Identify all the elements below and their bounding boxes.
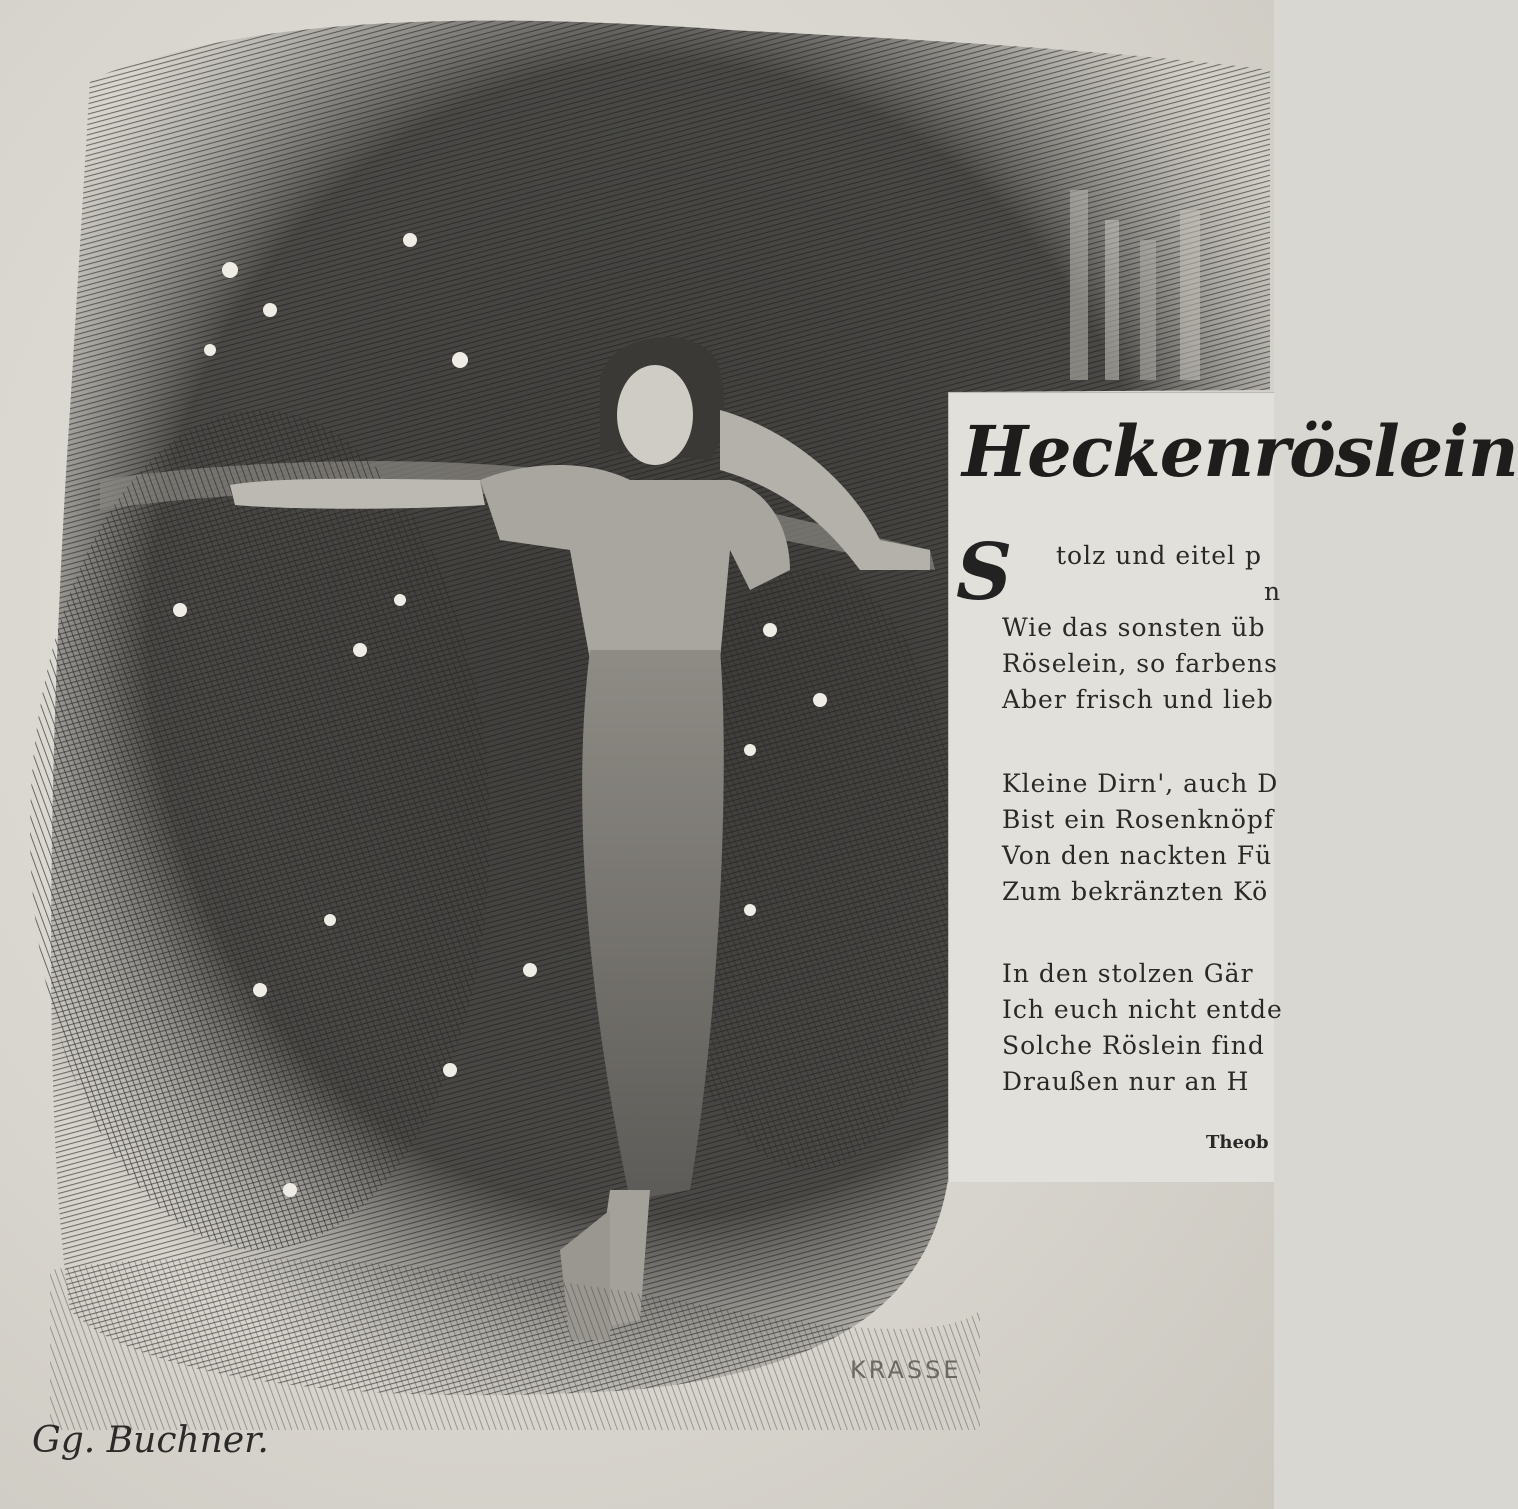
poem-line: n — [1264, 577, 1282, 606]
poem-line: Zum bekränzten Kö — [1002, 877, 1269, 906]
poem-line: Bist ein Rosenknöpf — [1002, 805, 1275, 834]
poem-drop-cap: S — [956, 527, 1013, 618]
poem-line: In den stolzen Gär — [1002, 959, 1254, 988]
stanza-2 — [1002, 766, 1278, 910]
poem-line: Draußen nur an H — [1002, 1067, 1250, 1096]
poem-author: Theob — [1206, 1132, 1269, 1153]
poem-title: Heckenröslein — [962, 410, 1518, 493]
poem-line: tolz und eitel p — [1056, 541, 1262, 570]
poem-line: Wie das sonsten üb — [1002, 613, 1266, 642]
poem-panel — [948, 392, 1518, 1182]
stanza-1 — [1002, 610, 1278, 718]
stanza-1-first-line — [1056, 538, 1281, 610]
poem-line: Kleine Dirn', auch D — [1002, 769, 1279, 798]
rose-bush-left — [30, 410, 490, 1250]
poem-line: Ich euch nicht entde — [1002, 995, 1283, 1024]
poem-line: Solche Röslein find — [1002, 1031, 1265, 1060]
engraver-signature: KRASSE — [850, 1356, 962, 1384]
poem-line: Röselein, so farbens — [1002, 649, 1278, 678]
stanza-3 — [1002, 956, 1283, 1100]
poem-line: Von den nackten Fü — [1002, 841, 1273, 870]
artist-signature: Gg. Buchner. — [32, 1420, 269, 1461]
poem-line: Aber frisch und lieb — [1002, 685, 1274, 714]
